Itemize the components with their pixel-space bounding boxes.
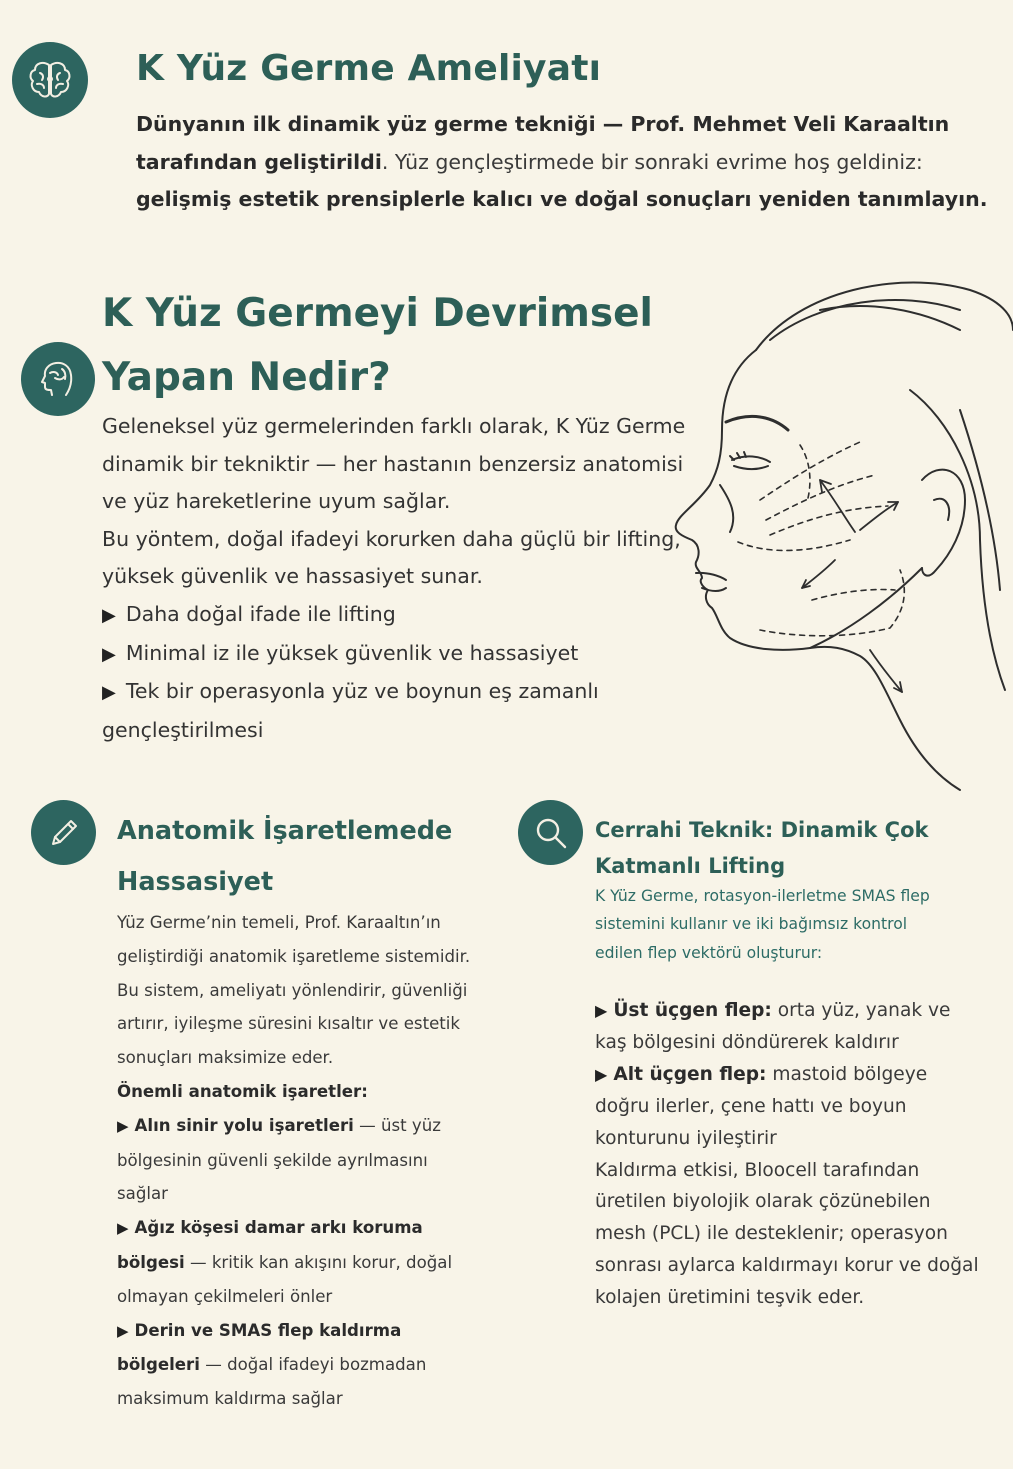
anatomy-marker-3-strong: Derin ve SMAS flep kaldırma bölgeleri [117, 1320, 402, 1375]
page-title: K Yüz Germe Ameliyatı [136, 48, 602, 89]
technique-flap-2-strong: Alt üçgen flep: [613, 1063, 767, 1085]
anatomy-marker-2: ▶ Ağız köşesi damar arkı koruma bölgesi — kritik kan akışını korur, doğal olmayan çekilmeleri önler [117, 1218, 453, 1306]
revolution-title: K Yüz Germeyi Devrimsel Yapan Nedir? [102, 291, 653, 400]
revolution-paragraph-1: Geleneksel yüz germelerinden farklı olarak, K Yüz Germe dinamik bir tekniktir — her hastanın benzersiz anatomisi ve yüz hareketlerine uyum sağlar. [102, 414, 686, 514]
technique-flap-2: ▶ Alt üçgen flep: mastoid bölgeye doğru ilerler, çene hattı ve boyun konturunu iyileştirir [595, 1063, 928, 1149]
brain-icon [12, 42, 88, 118]
technique-title: Cerrahi Teknik: Dinamik Çok Katmanlı Lifting [595, 818, 929, 878]
intro-bold-tail: gelişmiş estetik prensiplerle kalıcı ve doğal sonuçları yeniden tanımlayın. [136, 187, 988, 211]
anatomy-marker-2-text: — kritik kan akışını korur, doğal olmayan çekilmeleri önler [117, 1252, 453, 1306]
pen-icon [31, 800, 96, 865]
anatomy-markers-heading: Önemli anatomik işaretler: [117, 1081, 368, 1101]
intro-paragraph [136, 106, 996, 219]
revolution-bullet-1: ▶ Daha doğal ifade ile lifting [102, 596, 702, 635]
anatomy-marker-2-strong: Ağız köşesi damar arkı koruma bölgesi [117, 1218, 423, 1272]
technique-flap-1: ▶ Üst üçgen flep: orta yüz, yanak ve kaş bölgesini döndürerek kaldırır [595, 1000, 951, 1053]
face-lift-illustration [660, 270, 1013, 800]
anatomy-marker-1-text: — üst yüz bölgesinin güvenli şekilde ayrılmasını sağlar [117, 1115, 441, 1204]
technique-flap-1-text: orta yüz, yanak ve kaş bölgesini döndürerek kaldırır [595, 1000, 951, 1053]
anatomy-body [117, 906, 472, 1416]
revolution-bullet-3: ▶ Tek bir operasyonla yüz ve boynun eş zamanlı gençleştirilmesi [102, 673, 702, 749]
revolution-paragraph-2: Bu yöntem, doğal ifadeyi korurken daha güçlü bir lifting, yüksek güvenlik ve hassasiyet sunar. [102, 526, 681, 589]
technique-subtitle: K Yüz Germe, rotasyon-ilerletme SMAS flep sistemini kullanır ve iki bağımsız kontrol edilen flep vektörü oluşturur: [595, 887, 930, 962]
magnifier-icon [518, 800, 583, 865]
anatomy-marker-1-strong: Alın sinir yolu işaretleri [134, 1115, 354, 1135]
anatomy-marker-3: ▶ Derin ve SMAS flep kaldırma bölgeleri — doğal ifadeyi bozmadan maksimum kaldırma sağlar [117, 1320, 427, 1409]
intro-plain: . Yüz gençleştirmede bir sonraki evrime hoş geldiniz: [381, 149, 923, 174]
anatomy-title: Anatomik İşaretlemede Hassasiyet [117, 816, 453, 897]
anatomy-marker-1: ▶ Alın sinir yolu işaretleri — üst yüz bölgesinin güvenli şekilde ayrılmasını sağlar [117, 1115, 441, 1204]
anatomy-intro: Yüz Germe’nin temeli, Prof. Karaaltın’ın geliştirdiği anatomik işaretleme sistemidir. Bu sistem, ameliyatı yönlendirir, güvenliği artırır, iyileşme süresini kısaltır ve estetik sonuçları maksimize eder. [117, 913, 471, 1068]
technique-flap-1-strong: Üst üçgen flep: [613, 1000, 772, 1021]
revolution-body [102, 408, 702, 749]
intro-bold-lead: Dünyanın ilk dinamik yüz germe tekniği — Prof. Mehmet Veli Karaaltın tarafından geliştirildi [136, 112, 950, 174]
revolution-bullet-2: ▶ Minimal iz ile yüksek güvenlik ve hassasiyet [102, 635, 702, 674]
face-profile-icon [21, 342, 95, 416]
technique-closing: Kaldırma etkisi, Bloocell tarafından üretilen biyolojik olarak çözünebilen mesh (PCL) ile desteklenir; operasyon sonrası aylarca kaldırmayı korur ve doğal kolajen üretimini teşvik eder. [595, 1159, 979, 1309]
technique-body [595, 995, 985, 1314]
anatomy-marker-3-text: — doğal ifadeyi bozmadan maksimum kaldırma sağlar [117, 1355, 427, 1409]
technique-flap-2-text: mastoid bölgeye doğru ilerler, çene hattı ve boyun konturunu iyileştirir [595, 1063, 928, 1149]
